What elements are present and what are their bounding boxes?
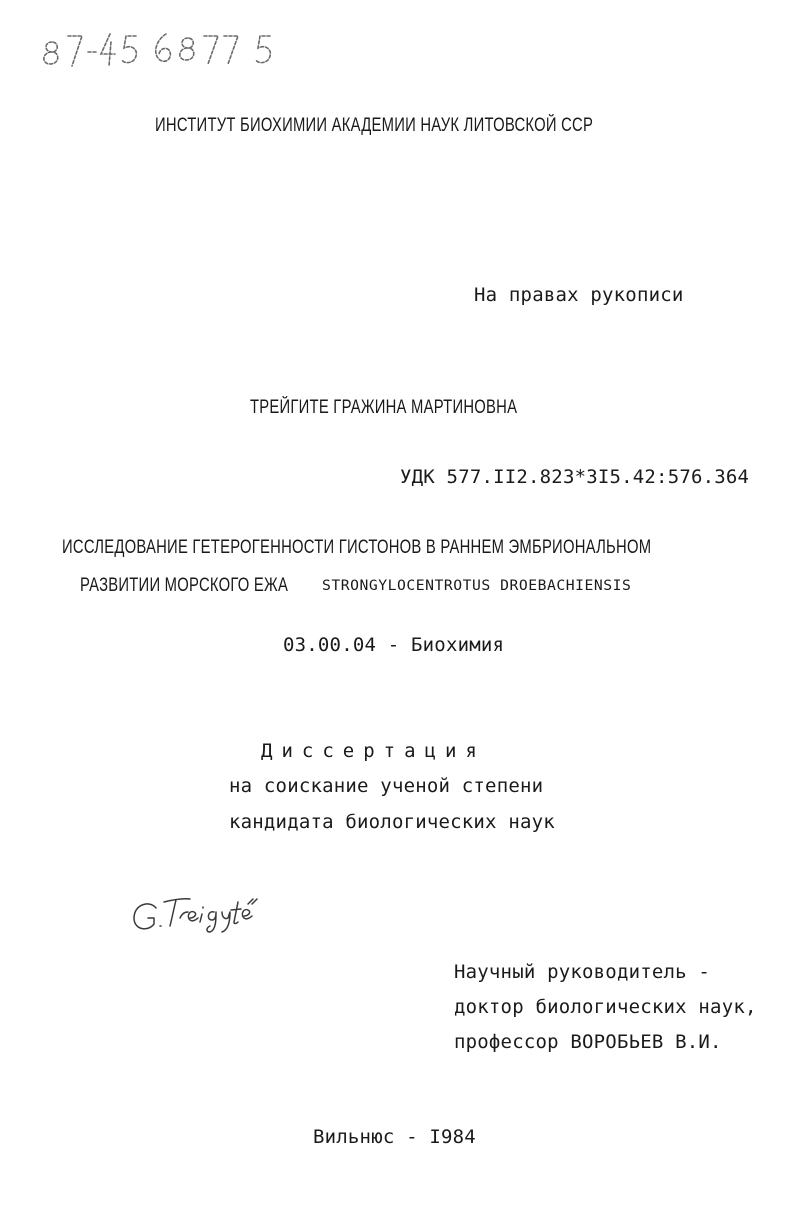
title-line-2-russian: РАЗВИТИИ МОРСКОГО ЕЖА bbox=[80, 575, 289, 596]
supervisor-line-2: доктор биологических наук, bbox=[454, 996, 757, 1018]
supervisor-line-3: профессор ВОРОБЬЕВ В.И. bbox=[454, 1031, 722, 1053]
place-and-year: Вильнюс - I984 bbox=[313, 1126, 476, 1148]
degree-line-3: кандидата биологических наук bbox=[229, 811, 555, 833]
author-signature bbox=[130, 888, 280, 944]
author-name: ТРЕЙГИТЕ ГРАЖИНА МАРТИНОВНА bbox=[250, 397, 518, 418]
supervisor-line-1: Научный руководитель - bbox=[454, 961, 711, 983]
specialty: 03.00.04 - Биохимия bbox=[283, 634, 505, 656]
udc-code: УДК 577.II2.823*3I5.42:576.364 bbox=[400, 466, 750, 488]
title-line-2-latin-wrapper bbox=[322, 573, 632, 598]
title-line-2 bbox=[80, 573, 347, 598]
degree-type: Диссертация bbox=[261, 740, 486, 762]
degree-line-2: на соискание ученой степени bbox=[229, 775, 544, 797]
title-line-1: ИССЛЕДОВАНИЕ ГЕТЕРОГЕННОСТИ ГИСТОНОВ В РАННЕМ ЭМБРИОНАЛЬНОМ bbox=[62, 537, 652, 558]
manuscript-rights: На правах рукописи bbox=[474, 284, 684, 306]
institute-name: ИНСТИТУТ БИОХИМИИ АКАДЕМИИ НАУК ЛИТОВСКОЙ ССР bbox=[155, 115, 594, 136]
archive-handwritten-mark bbox=[32, 22, 282, 78]
title-line-2-latin: STRONGYLOCENTROTUS DROEBACHIENSIS bbox=[322, 578, 632, 594]
